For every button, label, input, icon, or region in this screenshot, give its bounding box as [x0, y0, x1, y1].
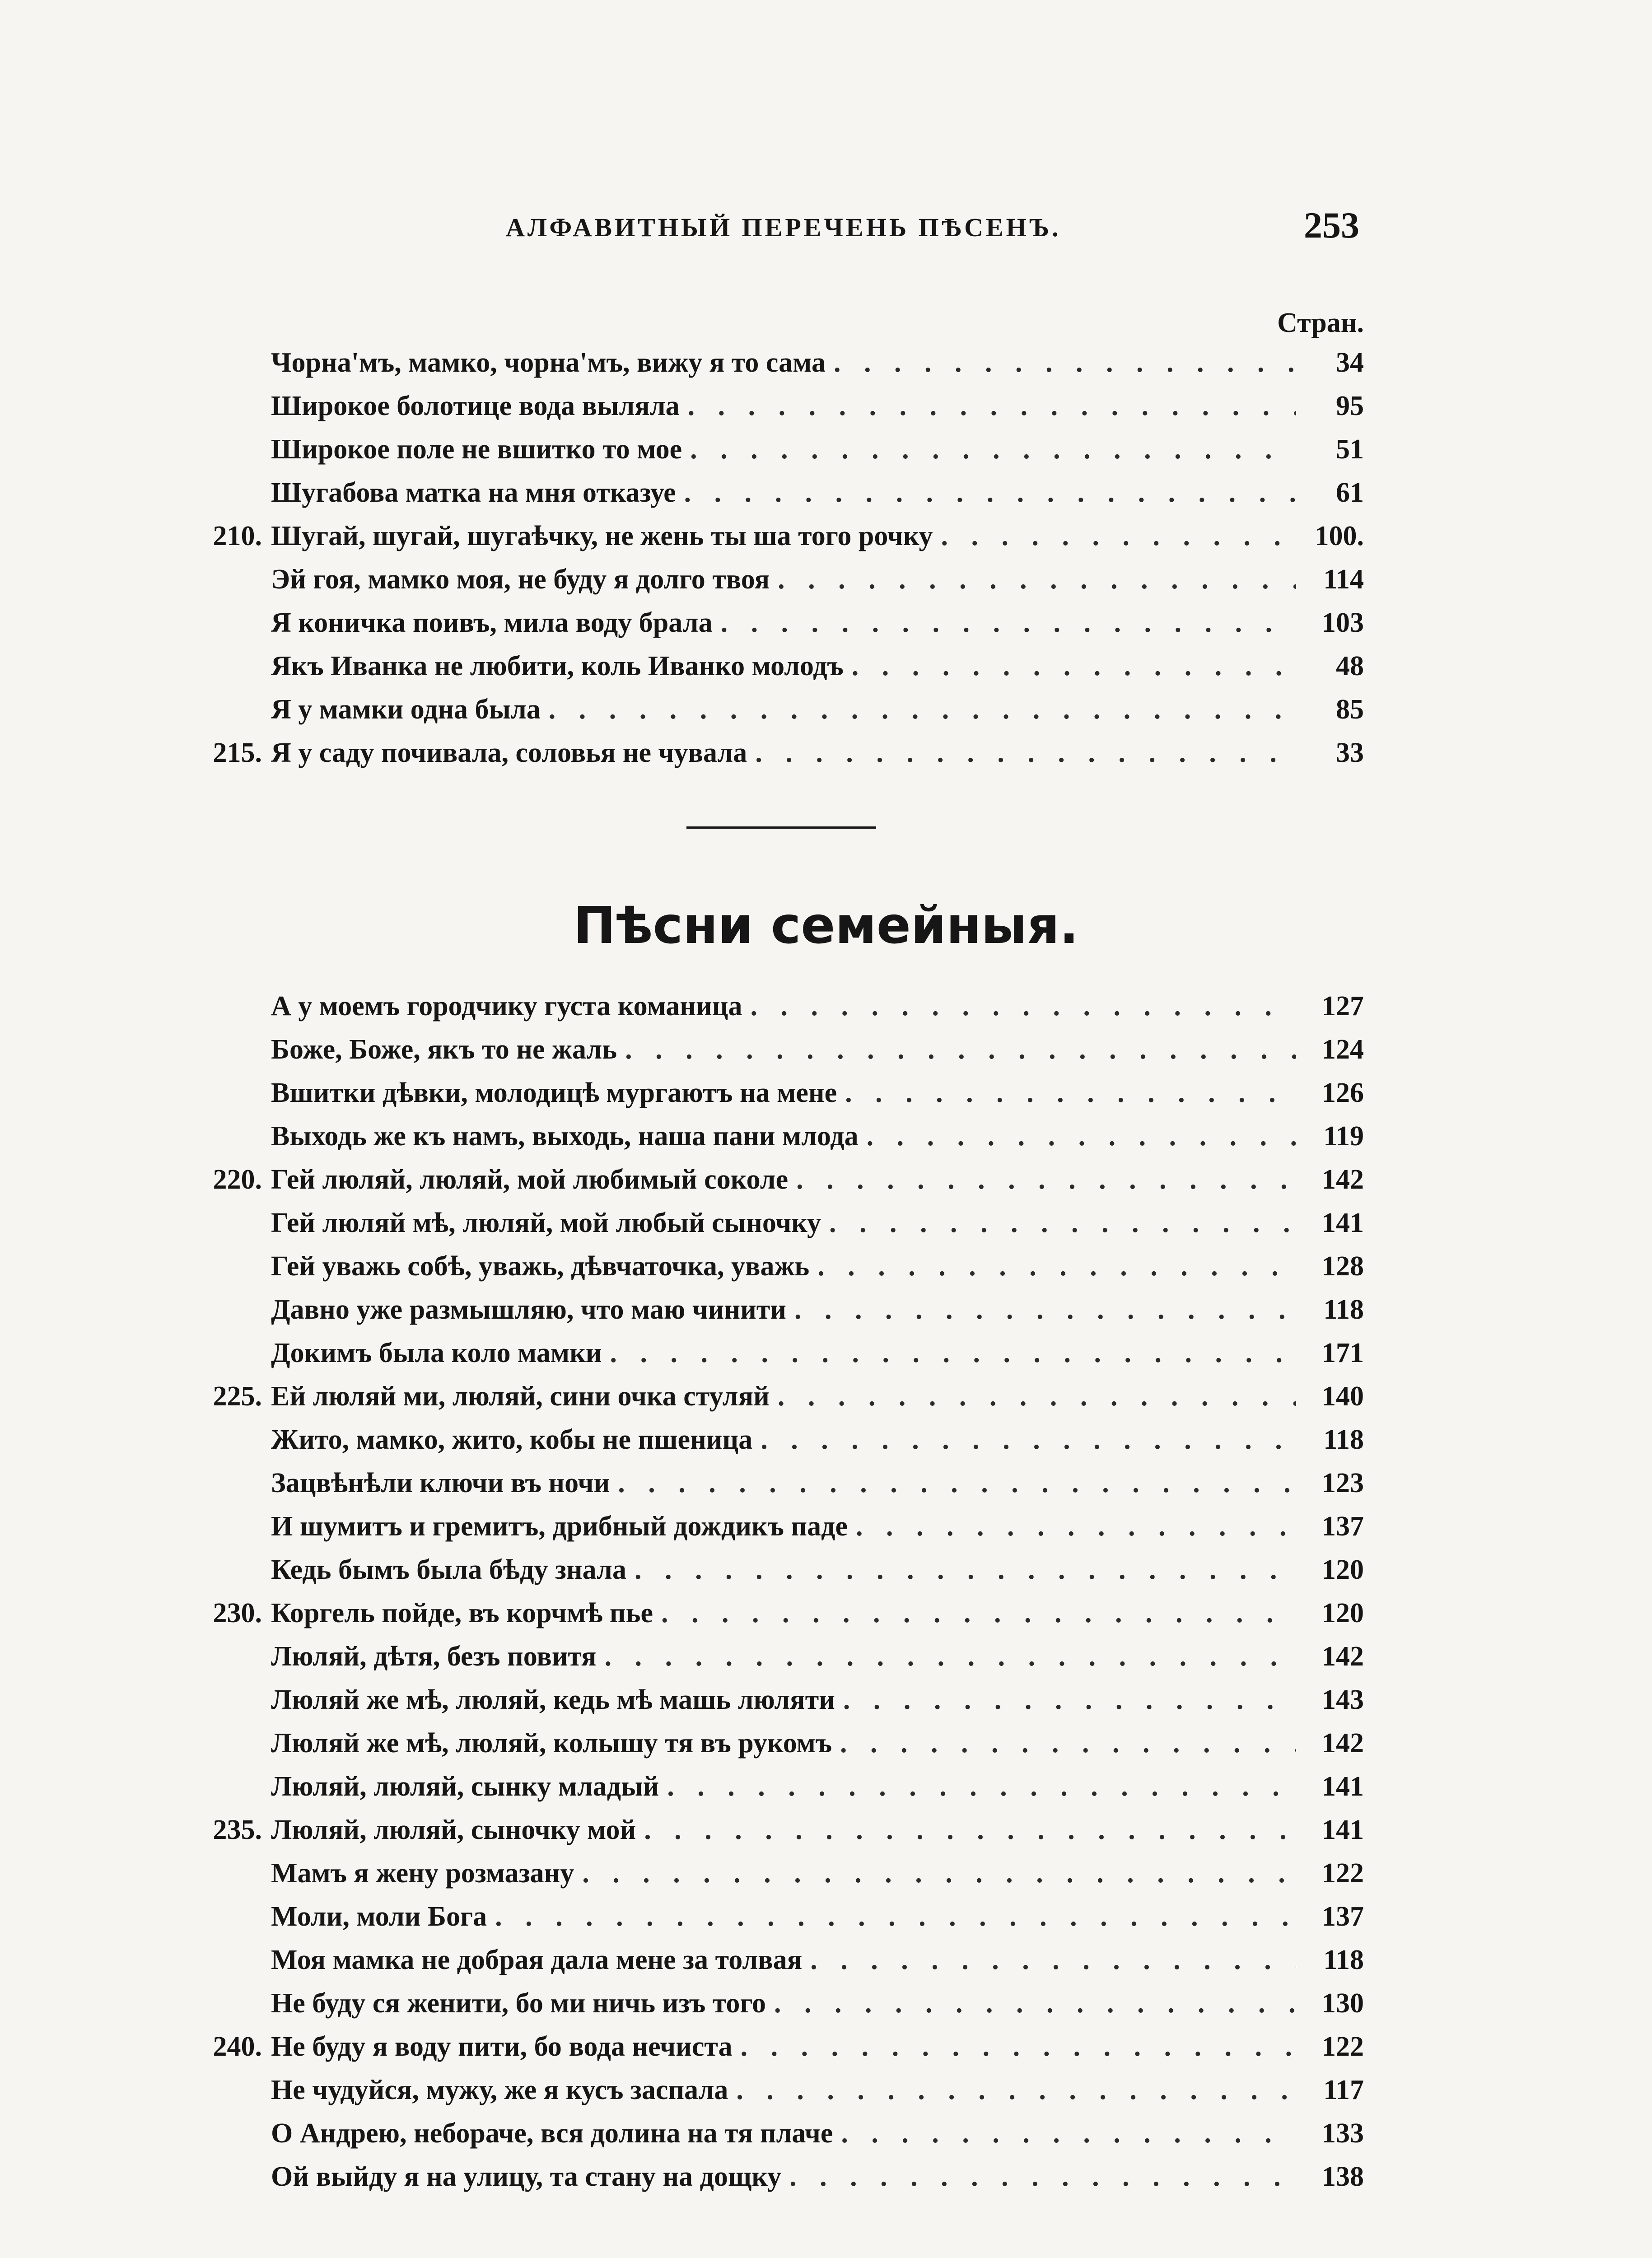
index-entry	[199, 2025, 1364, 2068]
index-entry	[199, 688, 1364, 731]
song-title: Кедь бымъ была бѣду знала	[271, 1554, 626, 1585]
page-reference: 51	[1336, 434, 1364, 465]
page-reference: 95	[1336, 391, 1364, 421]
index-entry	[199, 1375, 1364, 1418]
page-reference: 133	[1322, 2118, 1364, 2149]
song-title: Не чудуйся, мужу, же я кусъ заспала	[271, 2075, 728, 2105]
page-reference: 85	[1336, 694, 1364, 725]
index-entry	[199, 1982, 1364, 2025]
page-reference: 137	[1322, 1511, 1364, 1542]
dot-leader	[770, 1375, 1296, 1418]
page-reference: 142	[1322, 1164, 1364, 1195]
page-reference: 124	[1322, 1034, 1364, 1065]
running-title: АЛФАВИТНЫЙ ПЕРЕЧЕНЬ ПѢСЕНЪ.	[506, 213, 1061, 242]
dot-leader	[786, 1288, 1296, 1331]
page-reference: 123	[1322, 1468, 1364, 1498]
song-title: Люляй, дѣтя, безъ повитя	[271, 1641, 597, 1672]
index-entry	[199, 1505, 1364, 1548]
entry-number: 235.	[213, 1815, 262, 1845]
page-reference: 120	[1322, 1598, 1364, 1628]
page-reference: 61	[1336, 477, 1364, 508]
song-title: О Андрею, небораче, вся долина на тя плаче	[271, 2118, 833, 2149]
dot-leader	[676, 471, 1296, 514]
page-reference: 140	[1322, 1381, 1364, 1412]
page-reference: 142	[1322, 1728, 1364, 1759]
song-title: Докимъ была коло мамки	[271, 1338, 602, 1368]
index-entry	[199, 1808, 1364, 1852]
song-title: Я коничка поивъ, мила воду брала	[271, 607, 713, 638]
page-reference: 34	[1336, 347, 1364, 378]
song-title: Люляй же мѣ, люляй, кедь мѣ машь люляти	[271, 1684, 835, 1715]
dot-leader	[835, 1678, 1296, 1721]
index-entry	[199, 1635, 1364, 1678]
page-reference: 100.	[1315, 521, 1364, 551]
dot-leader	[933, 514, 1296, 558]
dot-leader	[713, 601, 1296, 644]
page-reference: 126	[1322, 1078, 1364, 1108]
dot-leader	[781, 2155, 1296, 2198]
page-number: 253	[1304, 205, 1359, 246]
index-entry	[199, 1028, 1364, 1071]
page-reference: 130	[1322, 1988, 1364, 2019]
index-entry	[199, 558, 1364, 601]
song-title: Жито, мамко, жито, кобы не пшеница	[271, 1424, 753, 1455]
song-title: Люляй, люляй, сыночку мой	[271, 1815, 636, 1845]
dot-leader	[636, 1808, 1296, 1852]
page-reference: 122	[1322, 1858, 1364, 1889]
page-reference: 118	[1323, 1424, 1364, 1455]
dot-leader	[770, 558, 1296, 601]
dot-leader	[659, 1765, 1296, 1808]
page-reference: 141	[1322, 1208, 1364, 1238]
dot-leader	[742, 984, 1296, 1028]
index-entry	[199, 601, 1364, 644]
page-reference: 122	[1322, 2031, 1364, 2062]
song-title: Мамъ я жену розмазану	[271, 1858, 574, 1889]
dot-leader	[809, 1245, 1296, 1288]
dot-leader	[680, 384, 1296, 428]
index-entry	[199, 644, 1364, 688]
entry-number: 215.	[213, 737, 262, 768]
index-entry	[199, 471, 1364, 514]
index-entry	[199, 1331, 1364, 1375]
index-entry	[199, 1071, 1364, 1115]
song-title: Я у мамки одна была	[271, 694, 541, 725]
index-entry	[199, 1765, 1364, 1808]
page-reference: 171	[1322, 1338, 1364, 1368]
dot-leader	[821, 1201, 1296, 1245]
song-title: Люляй же мѣ, люляй, колышу тя въ рукомъ	[271, 1728, 832, 1759]
page-reference: 141	[1322, 1771, 1364, 1802]
song-title: Не буду ся женити, бо ми ничь изъ того	[271, 1988, 766, 2019]
dot-leader	[844, 644, 1296, 688]
song-title: Вшитки дѣвки, молодицѣ мургаютъ на мене	[271, 1078, 837, 1108]
page-reference: 141	[1322, 1815, 1364, 1845]
dot-leader	[752, 1418, 1296, 1461]
page-reference: 118	[1323, 1294, 1364, 1325]
song-title: Чорна'мъ, мамко, чорна'мъ, вижу я то сама	[271, 347, 826, 378]
page-reference: 48	[1336, 651, 1364, 681]
song-title: Давно уже размышляю, что маю чинити	[271, 1294, 787, 1325]
index-entry	[199, 341, 1364, 384]
dot-leader	[602, 1331, 1296, 1375]
page-reference: 33	[1336, 737, 1364, 768]
index-entry	[199, 1115, 1364, 1158]
dot-leader	[826, 341, 1296, 384]
page-reference: 117	[1323, 2075, 1364, 2105]
song-index-list	[199, 341, 1364, 774]
dot-leader	[487, 1895, 1296, 1938]
index-entry	[199, 1678, 1364, 1721]
page-reference: 103	[1322, 607, 1364, 638]
song-title: Шугай, шугай, шугаѣчку, не жень ты ша того рочку	[271, 521, 933, 551]
index-entry	[199, 984, 1364, 1028]
dot-leader	[733, 2025, 1296, 2068]
song-title: Гей уважь собѣ, уважь, дѣвчаточка, уважь	[271, 1251, 810, 1282]
page-reference: 128	[1322, 1251, 1364, 1282]
index-entry	[199, 1591, 1364, 1635]
index-entry	[199, 1288, 1364, 1331]
song-title: Выходь же къ намъ, выходь, наша пани млода	[271, 1121, 859, 1152]
page-column-label: Стран.	[1277, 308, 1364, 338]
entry-number: 210.	[213, 521, 262, 551]
song-title: И шумитъ и гремитъ, дрибный дождикъ паде	[271, 1511, 848, 1542]
song-title: Шугабова матка на мня отказуе	[271, 477, 676, 508]
song-title: Не буду я воду пити, бо вода нечиста	[271, 2031, 733, 2062]
dot-leader	[617, 1028, 1296, 1071]
song-title: Якъ Иванка не любити, коль Иванко молодъ	[271, 651, 844, 681]
index-entry	[199, 1938, 1364, 1982]
dot-leader	[832, 1721, 1296, 1765]
index-entry	[199, 514, 1364, 558]
index-entry	[199, 1895, 1364, 1938]
song-title: Люляй, люляй, сынку младый	[271, 1771, 659, 1802]
index-entry	[199, 731, 1364, 774]
page-reference: 127	[1322, 991, 1364, 1022]
index-entry	[199, 1158, 1364, 1201]
page-reference: 120	[1322, 1554, 1364, 1585]
dot-leader	[541, 688, 1296, 731]
index-entry	[199, 428, 1364, 471]
song-title: Эй гоя, мамко моя, не буду я долго твоя	[271, 564, 770, 595]
dot-leader	[747, 731, 1296, 774]
song-title: Широкое болотице вода выляла	[271, 391, 680, 421]
index-entry	[199, 1852, 1364, 1895]
dot-leader	[766, 1982, 1296, 2025]
dot-leader	[610, 1461, 1296, 1505]
dot-leader	[653, 1591, 1296, 1635]
song-title: Коргель пойде, въ корчмѣ пье	[271, 1598, 653, 1628]
dot-leader	[728, 2068, 1296, 2112]
page-reference: 114	[1323, 564, 1364, 595]
index-entry	[199, 2155, 1364, 2198]
index-entry	[199, 1245, 1364, 1288]
song-title: Я у саду почивала, соловья не чувала	[271, 737, 747, 768]
dot-leader	[574, 1852, 1296, 1895]
page-reference: 142	[1322, 1641, 1364, 1672]
page-reference: 143	[1322, 1684, 1364, 1715]
dot-leader	[802, 1938, 1296, 1982]
entry-number: 220.	[213, 1164, 262, 1195]
dot-leader	[837, 1071, 1296, 1115]
family-songs-index-list	[199, 984, 1364, 2198]
page-reference: 138	[1322, 2161, 1364, 2192]
song-title: Моя мамка не добрая дала мене за толвая	[271, 1945, 803, 1975]
dot-leader	[788, 1158, 1296, 1201]
song-title: Широкое поле не вшитко то мое	[271, 434, 682, 465]
section-divider	[686, 826, 876, 829]
song-title: Ой выйду я на улицу, та стану на дощку	[271, 2161, 782, 2192]
page-reference: 118	[1323, 1945, 1364, 1975]
index-entry	[199, 1201, 1364, 1245]
song-title: Ей люляй ми, люляй, сини очка стуляй	[271, 1381, 770, 1412]
song-title: Гей люляй мѣ, люляй, мой любый сыночку	[271, 1208, 821, 1238]
dot-leader	[682, 428, 1296, 471]
index-entry	[199, 1721, 1364, 1765]
entry-number: 225.	[213, 1381, 262, 1412]
dot-leader	[626, 1548, 1296, 1591]
entry-number: 240.	[213, 2031, 262, 2062]
index-entry	[199, 1461, 1364, 1505]
section-title: Пѣсни семейныя.	[573, 896, 1079, 955]
dot-leader	[859, 1115, 1296, 1158]
song-title: А у моемъ городчику густа команица	[271, 991, 742, 1022]
dot-leader	[848, 1505, 1296, 1548]
dot-leader	[597, 1635, 1296, 1678]
page-reference: 137	[1322, 1901, 1364, 1932]
index-entry	[199, 1418, 1364, 1461]
index-entry	[199, 1548, 1364, 1591]
song-title: Зацвѣнѣли ключи въ ночи	[271, 1468, 610, 1498]
dot-leader	[833, 2112, 1296, 2155]
page-reference: 119	[1323, 1121, 1364, 1152]
index-entry	[199, 2068, 1364, 2112]
index-entry	[199, 384, 1364, 428]
index-entry	[199, 2112, 1364, 2155]
entry-number: 230.	[213, 1598, 262, 1628]
song-title: Гей люляй, люляй, мой любимый соколе	[271, 1164, 789, 1195]
song-title: Моли, моли Бога	[271, 1901, 487, 1932]
song-title: Боже, Боже, якъ то не жаль	[271, 1034, 617, 1065]
